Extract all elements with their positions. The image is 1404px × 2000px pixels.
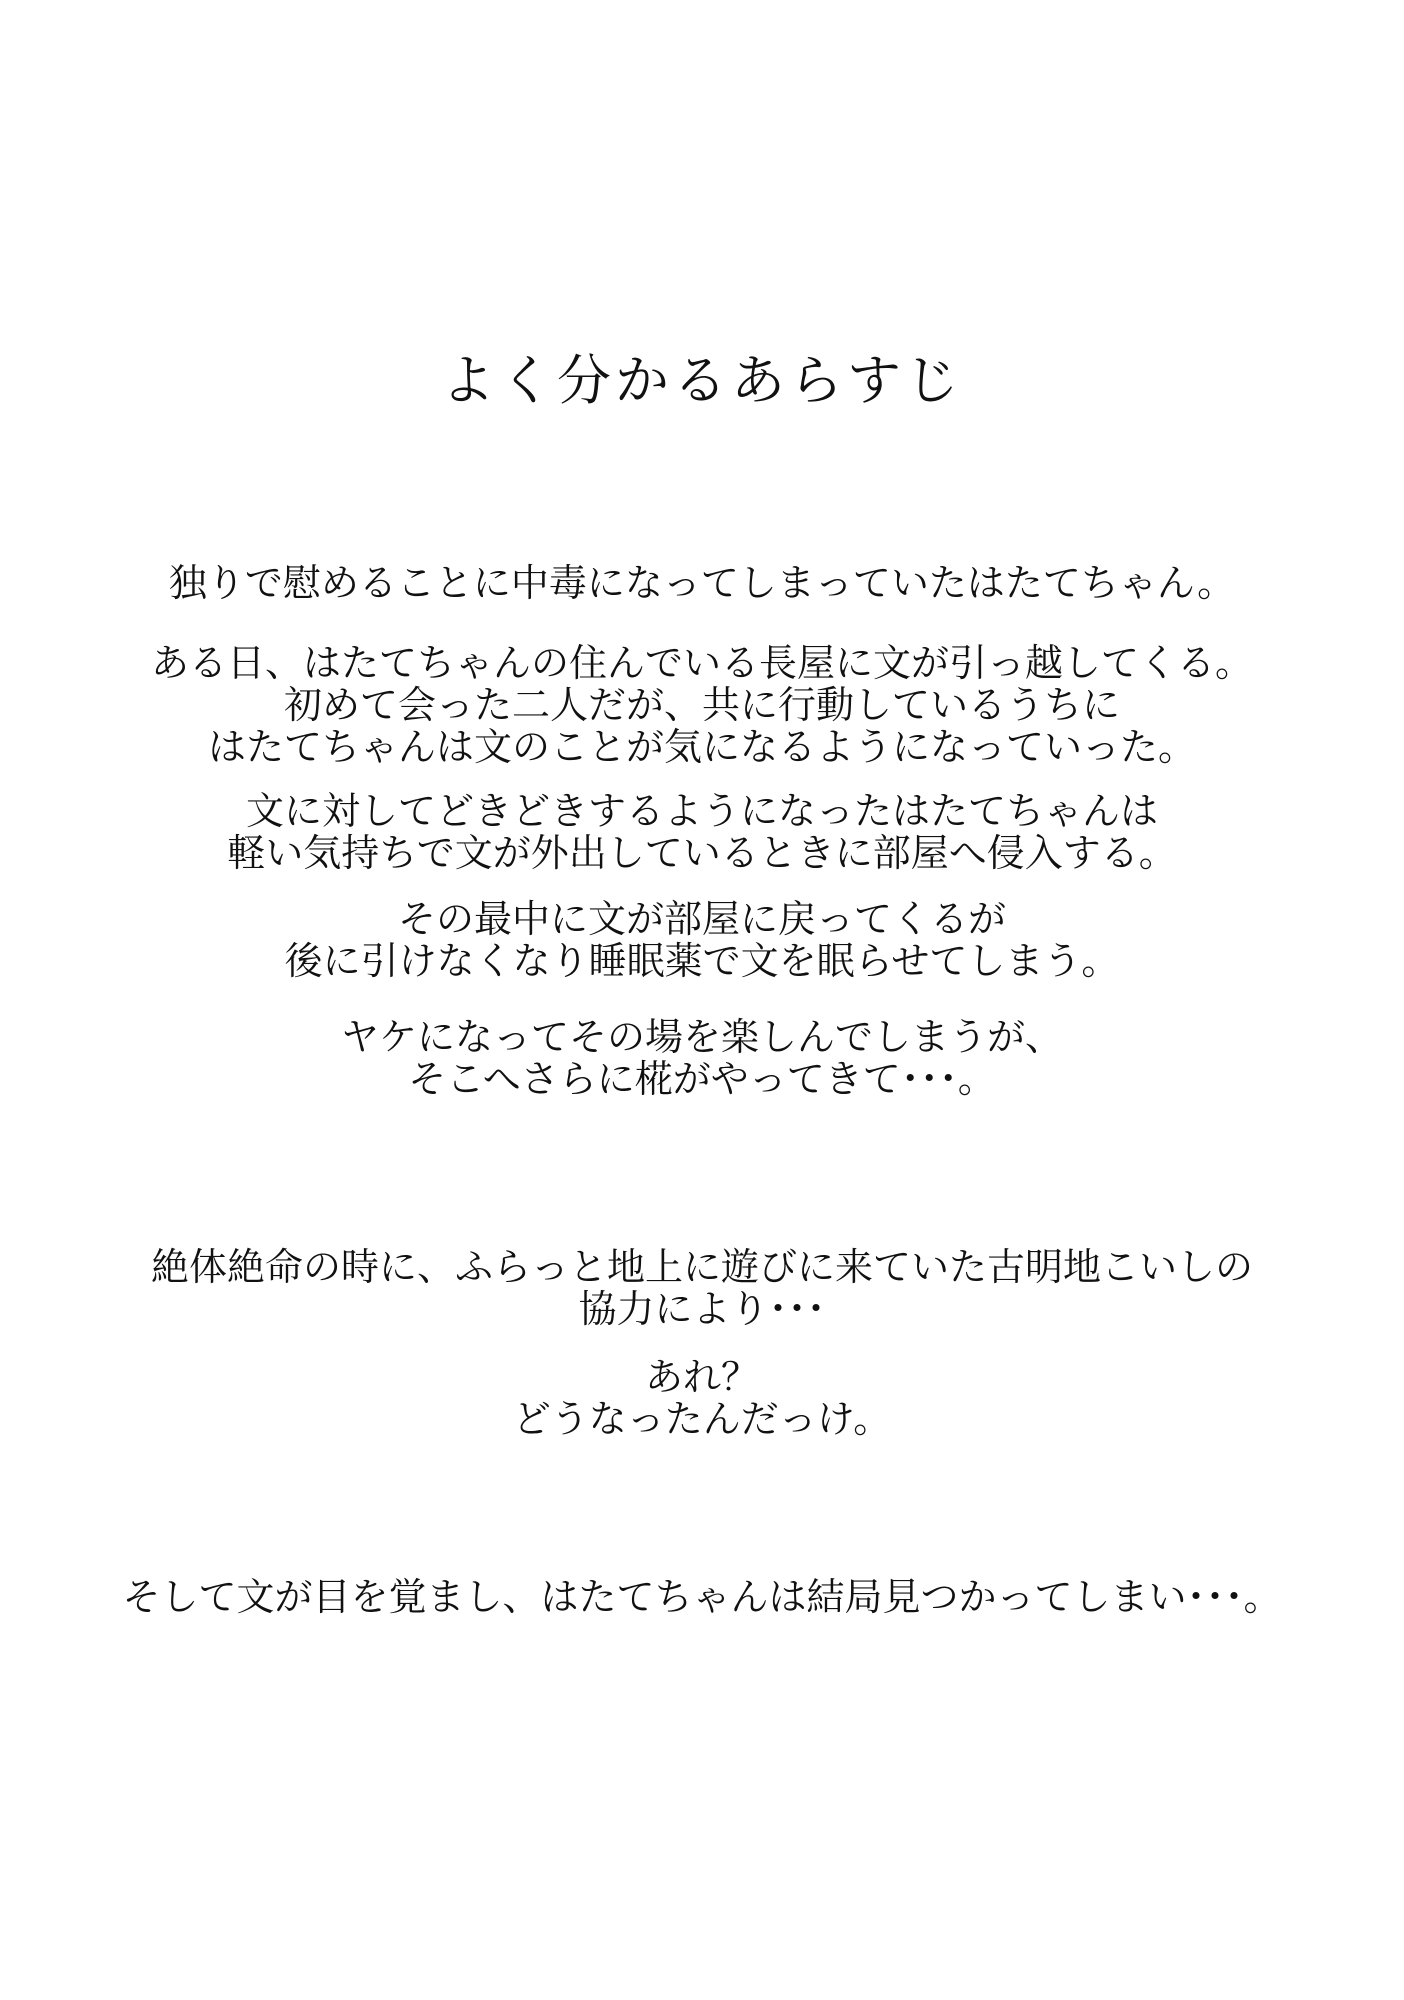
paragraph-line: ヤケになってその場を楽しんでしまうが、 bbox=[340, 1015, 1063, 1059]
paragraph-line: ある日、はたてちゃんの住んでいる長屋に文が引っ越してくる。 bbox=[150, 641, 1253, 685]
page-title: よく分かるあらすじ bbox=[441, 349, 963, 412]
synopsis-paragraph-5 bbox=[100, 1016, 1304, 1100]
synopsis-paragraph-1 bbox=[100, 562, 1304, 604]
synopsis-paragraph-7 bbox=[100, 1356, 1304, 1440]
synopsis-paragraph-3 bbox=[100, 790, 1304, 874]
paragraph-line: そして文が目を覚まし、はたてちゃんは結局見つかってしまい･･･。 bbox=[122, 1575, 1282, 1619]
paragraph-line: 協力により･･･ bbox=[578, 1287, 826, 1331]
paragraph-line: 絶体絶命の時に、ふらっと地上に遊びに来ていた古明地こいしの bbox=[150, 1245, 1253, 1289]
paragraph-line: あれ？ bbox=[644, 1355, 759, 1399]
synopsis-paragraph-8 bbox=[100, 1576, 1304, 1618]
synopsis-paragraph-4 bbox=[100, 898, 1304, 982]
synopsis-paragraph-6 bbox=[100, 1246, 1304, 1330]
paragraph-line: 軽い気持ちで文が外出しているときに部屋へ侵入する。 bbox=[227, 831, 1177, 875]
synopsis-paragraph-2 bbox=[100, 642, 1304, 768]
paragraph-line: 初めて会った二人だが、共に行動しているうちに bbox=[283, 683, 1120, 727]
paragraph-line: どうなったんだっけ。 bbox=[512, 1397, 892, 1441]
paragraph-line: そこへさらに椛がやってきて･･･。 bbox=[408, 1057, 996, 1101]
paragraph-line: 独りで慰めることに中毒になってしまっていたはたてちゃん。 bbox=[168, 561, 1236, 605]
paragraph-line: その最中に文が部屋に戻ってくるが bbox=[397, 897, 1006, 941]
paragraph-line: 後に引けなくなり睡眠薬で文を眠らせてしまう。 bbox=[284, 939, 1120, 983]
paragraph-line: はたてちゃんは文のことが気になるようになっていった。 bbox=[207, 725, 1196, 769]
paragraph-line: 文に対してどきどきするようになったはたてちゃんは bbox=[245, 789, 1158, 833]
